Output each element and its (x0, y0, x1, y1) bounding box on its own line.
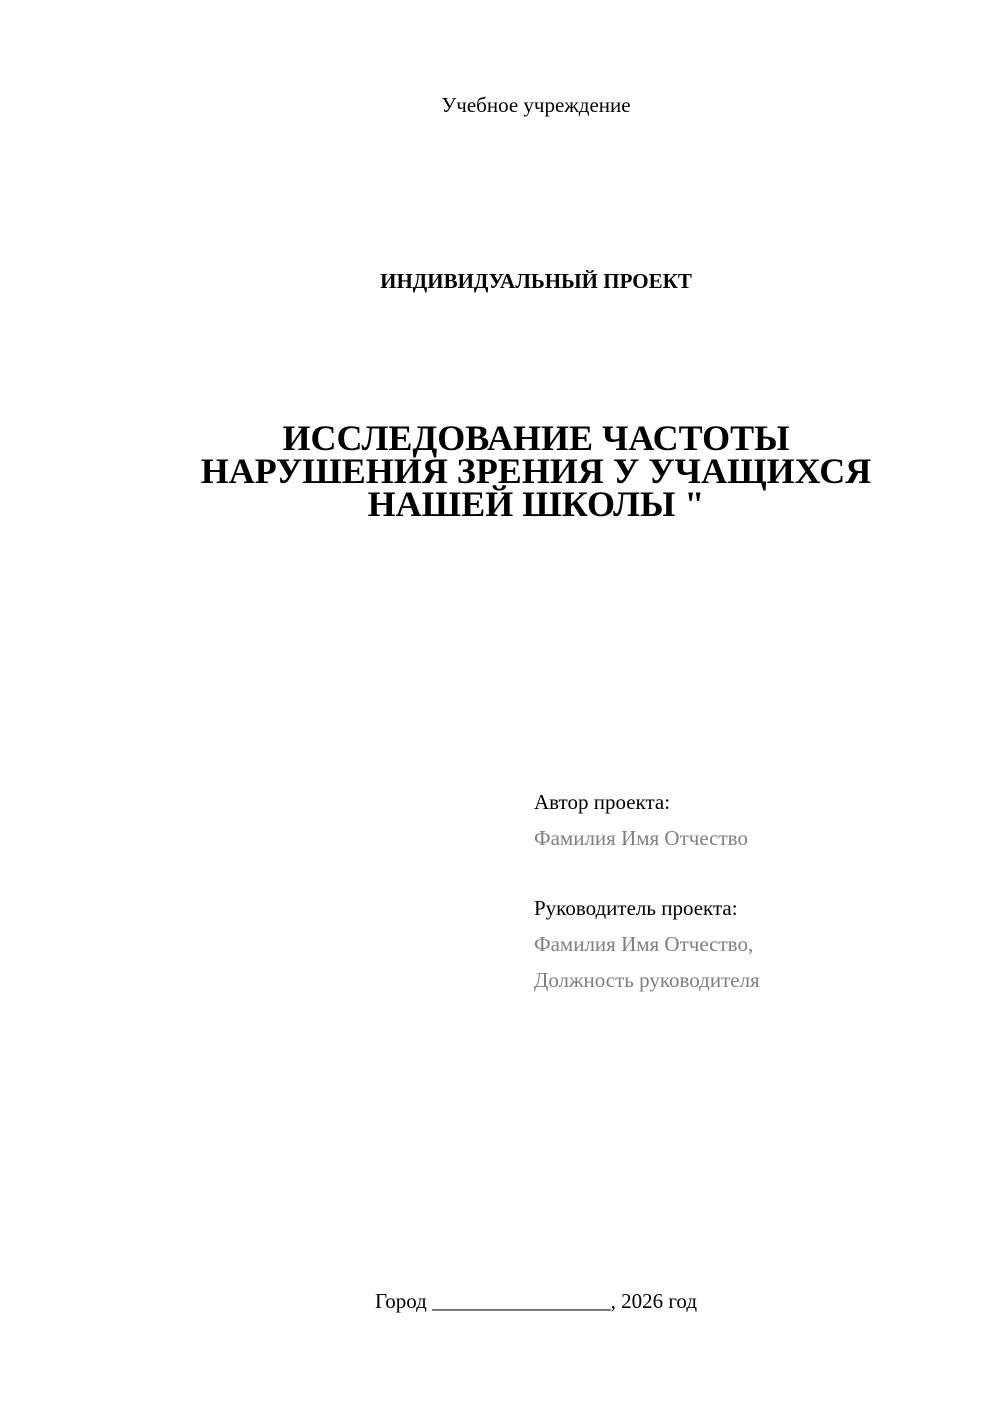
project-title (0, 418, 1000, 524)
project-title-line-3: НАШЕЙ ШКОЛЫ " (367, 484, 705, 524)
author-block (534, 784, 748, 856)
supervisor-block (534, 890, 760, 998)
supervisor-label: Руководитель проекта: (534, 896, 738, 920)
supervisor-name: Фамилия Имя Отчество, (534, 932, 754, 956)
author-name: Фамилия Имя Отчество (534, 826, 748, 850)
institution-name: Учебное учреждение (441, 93, 631, 117)
author-label: Автор проекта: (534, 790, 671, 814)
city-year-line: Город _________________, 2026 год (374, 1289, 698, 1313)
project-title-line-1: ИССЛЕДОВАНИЕ ЧАСТОТЫ (282, 418, 790, 458)
project-kind-heading: ИНДИВИДУАЛЬНЫЙ ПРОЕКТ (380, 269, 692, 293)
project-title-line-2: НАРУШЕНИЯ ЗРЕНИЯ У УЧАЩИХСЯ (200, 451, 872, 491)
supervisor-position: Должность руководителя (534, 968, 760, 992)
